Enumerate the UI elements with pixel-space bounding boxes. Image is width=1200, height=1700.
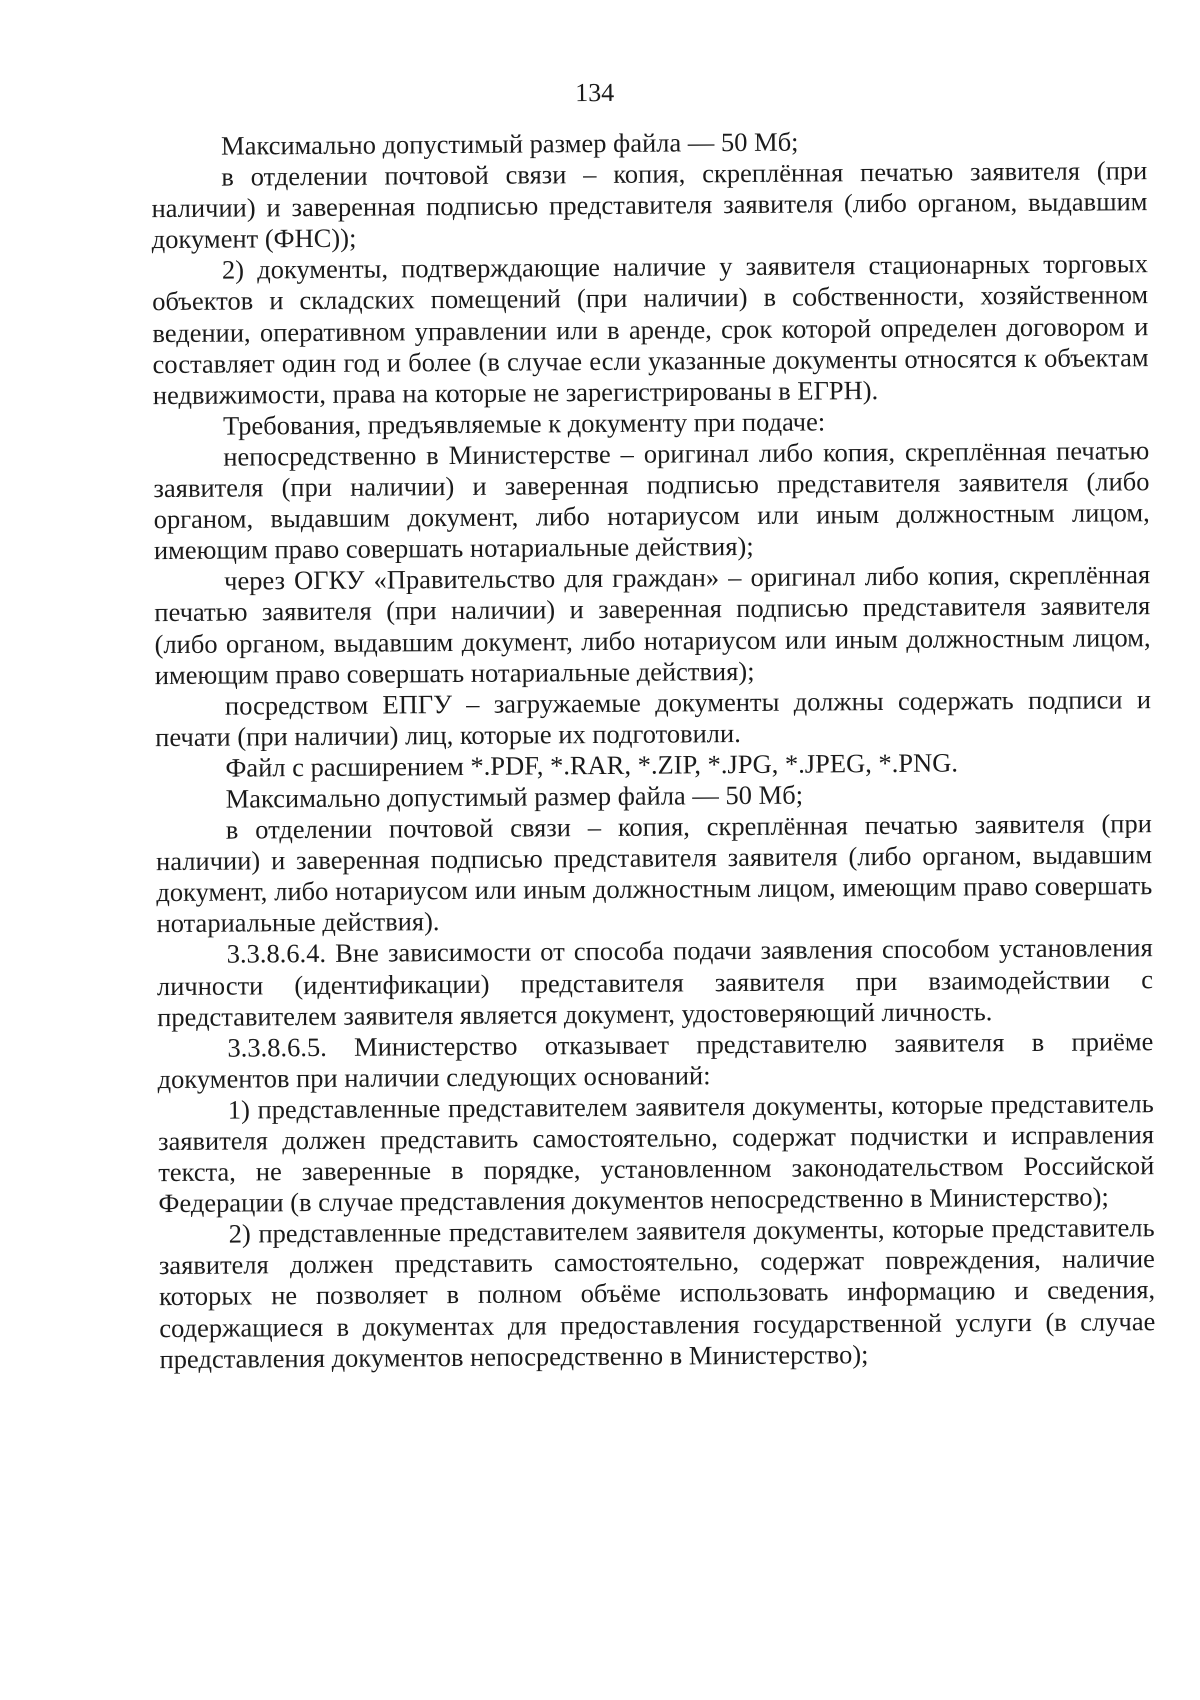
- paragraph-section-3-3-8-6-5: 3.3.8.6.5. Министерство отказывает представителю заявителя в приёме документов при наличии следующих оснований:: [157, 1025, 1154, 1094]
- paragraph-max-file-size-1: Максимально допустимый размер файла — 50 Мб;: [220, 126, 799, 161]
- paragraph-section-3-3-8-6-4: 3.3.8.6.4. Вне зависимости от способа подачи заявления способом установления личности (идентификации) представителя заявителя при взаимодействии с представителем заявителя является документ, удостоверяющий личность.: [156, 932, 1154, 1032]
- paragraph-ogku-submission: через ОГКУ «Правительство для граждан» – оригинал либо копия, скреплённая печатью заявителя (при наличии) и заверенная подписью представителя заявителя (либо органом, выдавшим документ, либо нотариусом или иным должностным лицом, имеющим право совершать нотариальные действия);: [154, 559, 1151, 690]
- document-body: [151, 124, 1156, 1375]
- paragraph-requirements-heading: Требования, предъявляемые к документу при подаче:: [222, 406, 826, 441]
- paragraph-postal-submission-2: в отделении почтовой связи – копия, скреплённая печатью заявителя (при наличии) и заверенная подписью представителя заявителя (либо органом, выдавшим документ, либо нотариусом или иным должностным лицом, имеющим право совершать нотариальные действия).: [155, 808, 1153, 939]
- paragraph-postal-submission-1: в отделении почтовой связи – копия, скреплённая печатью заявителя (при наличии) и заверенная подписью представителя заявителя (либо органом, выдавшим документ (ФНС));: [151, 155, 1148, 255]
- paragraph-ministry-submission: непосредственно в Министерстве – оригинал либо копия, скреплённая печатью заявителя (при наличии) и заверенная подписью представителя заявителя (либо органом, выдавшим документ, либо нотариусом или иным должностным лицом, имеющим право совершать нотариальные действия);: [153, 435, 1150, 566]
- paragraph-epgu-submission: посредством ЕПГУ – загружаемые документы должны содержать подписи и печати (при наличии) лиц, которые их подготовили.: [155, 683, 1152, 752]
- page-number: 134: [575, 77, 615, 108]
- paragraph-item-2-documents: 2) документы, подтверждающие наличие у заявителя стационарных торговых объектов и складских помещений (при наличии) в собственности, хозяйственном ведении, оперативном управлении или в аренде, срок которой определен договором и составляет один год и более (в случае если указанные документы относятся к объектам недвижимости, права на которые не зарегистрированы в ЕГРН).: [152, 248, 1149, 410]
- paragraph-max-file-size-2: Максимально допустимый размер файла — 50 Мб;: [225, 779, 804, 814]
- paragraph-refusal-ground-1: 1) представленные представителем заявителя документы, которые представитель заявителя должен представить самостоятельно, содержат подчистки и исправления текста, не заверенные в порядке, установленном законодательством Российской Федерации (в случае представления документов непосредственно в Министерство);: [157, 1088, 1155, 1219]
- paragraph-file-extensions: Файл с расширением *.PDF, *.RAR, *.ZIP, *.JPG, *.JPEG, *.PNG.: [225, 747, 959, 783]
- paragraph-refusal-ground-2: 2) представленные представителем заявителя документы, которые представитель заявителя должен представить самостоятельно, содержат повреждения, наличие которых не позволяет в полном объёме использовать информацию и сведения, содержащиеся в документах для предоставления государственной услуги (в случае представления документов непосредственно в Министерство);: [158, 1212, 1156, 1374]
